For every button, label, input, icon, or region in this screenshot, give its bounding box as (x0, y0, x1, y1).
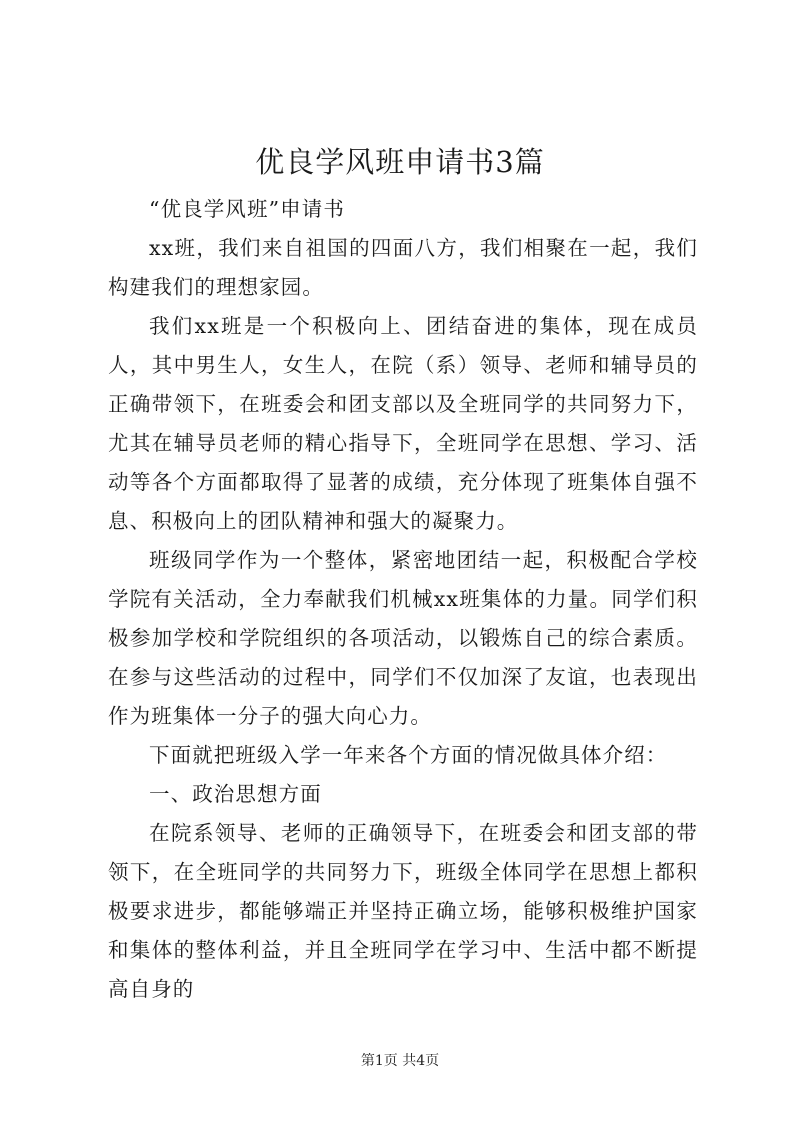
page-number-footer: 第1页 共4页 (360, 1053, 440, 1069)
paragraph-heading: “优良学风班”申请书 (149, 197, 345, 221)
paragraph: 下面就把班级入学一年来各个方面的情况做具体介绍： (149, 743, 668, 767)
paragraph: 班级同学作为一个整体，紧密地团结一起，积极配合学校学院有关活动，全力奉献我们机械xx班集体的力量。同学们积极参加学校和学院组织的各项活动，以锻炼自己的综合素质。在参与这些活动的过程中，同学们不仅加深了友谊，也表现出作为班集体一分子的强大向心力。 (108, 548, 698, 728)
paragraph: 我们xx班是一个积极向上、团结奋进的集体，现在成员人，其中男生人，女生人，在院（系）领导、老师和辅导员的正确带领下，在班委会和团支部以及全班同学的共同努力下，尤其在辅导员老师的精心指导下，全班同学在思想、学习、活动等各个方面都取得了显著的成绩，充分体现了班集体自强不息、积极向上的团队精神和强大的凝聚力。 (108, 314, 698, 533)
paragraph: 在院系领导、老师的正确领导下，在班委会和团支部的带领下，在全班同学的共同努力下，班级全体同学在思想上都积极要求进步，都能够端正并坚持正确立场，能够积极维护国家和集体的整体利益，并且全班同学在学习中、生活中都不断提高自身的 (108, 821, 698, 1001)
section-heading: 一、政治思想方面 (149, 782, 322, 806)
document-title: 优良学风班申请书3篇 (255, 145, 545, 179)
paragraph: xx班，我们来自祖国的四面八方，我们相聚在一起，我们构建我们的理想家园。 (108, 236, 698, 299)
document-body (108, 190, 698, 1009)
